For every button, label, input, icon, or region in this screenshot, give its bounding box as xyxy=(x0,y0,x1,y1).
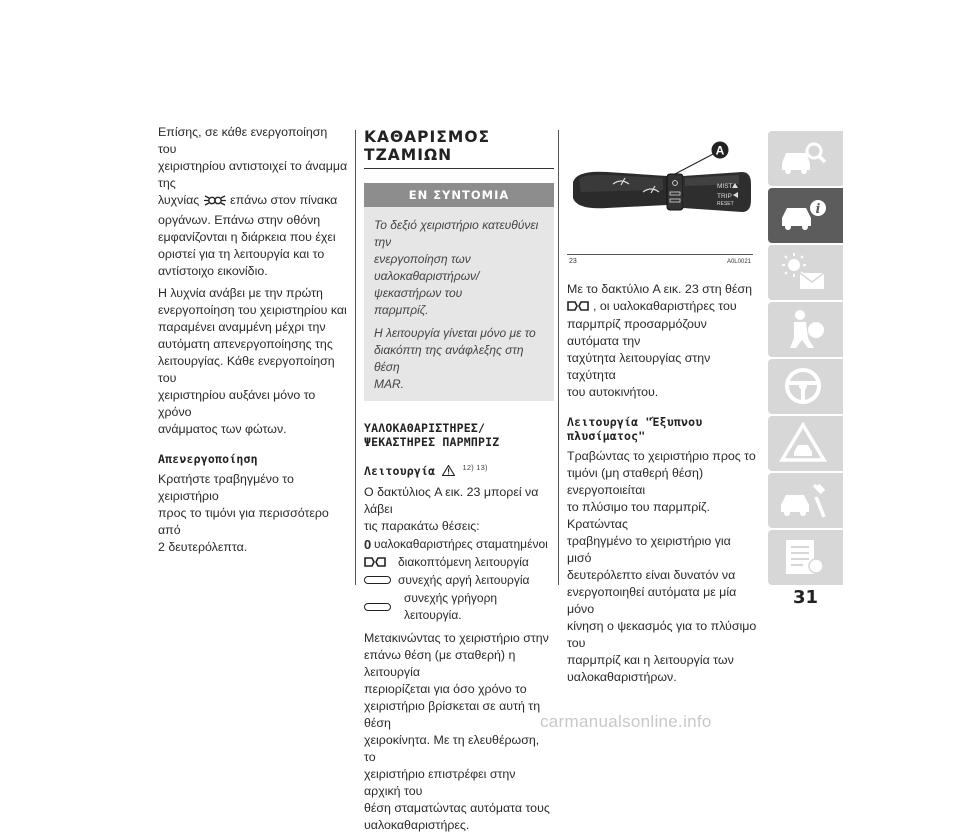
intro-line: αντίστοιχο εικονίδιο. xyxy=(158,264,268,278)
para2-line: παραμένει αναμμένη μέχρι την xyxy=(158,320,326,334)
position-slow: συνεχής αργή λειτουργία xyxy=(364,572,554,589)
column-1 xyxy=(158,124,348,556)
car-search-icon xyxy=(778,137,828,179)
callout-a: A xyxy=(715,143,725,158)
column-divider xyxy=(355,130,356,585)
para2-line: ενεργοποίηση του χειριστηρίου και xyxy=(158,303,347,317)
tab-servicing[interactable] xyxy=(768,473,843,528)
light-mail-icon xyxy=(778,251,828,293)
stalk-mist-label: MIST xyxy=(717,183,733,190)
operation-heading: Λειτουργία $^{12) 13)}$ xyxy=(364,463,488,478)
auto-wiper-icon xyxy=(567,299,589,316)
para2-line: λειτουργίας. Κάθε ενεργοποίηση του xyxy=(158,354,335,385)
summary-p2: Η λειτουργία γίνεται μόνο με το διακόπτη της ανάφλεξης στη θέση MAR. xyxy=(374,326,536,391)
tab-car-search[interactable] xyxy=(768,131,843,186)
caption-line-with-icon: , οι υαλοκαθαριστήρες του xyxy=(567,298,757,316)
wiper-stalk-illustration xyxy=(567,132,753,264)
deactivation-line: προς το τιμόνι για περισσότερο από xyxy=(158,506,329,537)
tab-safety[interactable] xyxy=(768,302,843,357)
column-2 xyxy=(364,128,554,834)
parking-light-icon xyxy=(203,194,227,212)
column-divider xyxy=(558,130,559,585)
deactivation-line: 2 δευτερόλεπτα. xyxy=(158,540,248,554)
car-tools-icon xyxy=(778,479,828,521)
svg-text:i: i xyxy=(815,202,821,217)
intro-line: χειριστηρίου αντιστοιχεί το άναμμα της xyxy=(158,159,348,190)
stalk-reset-label: RESET xyxy=(717,201,734,207)
page-number: 31 xyxy=(792,587,819,608)
para2-line: ανάμματος των φώτων. xyxy=(158,422,287,436)
slow-icon xyxy=(364,576,398,584)
intro-line: οριστεί για τη λειτουργία και το xyxy=(158,247,325,261)
figure-code: A0L0021 xyxy=(726,259,751,264)
tab-starting-driving[interactable] xyxy=(768,359,843,414)
tab-emergency[interactable] xyxy=(768,416,843,471)
stalk-trip-label: TRIP xyxy=(717,193,732,200)
position-off: 0 υαλοκαθαριστήρες σταματημένοι xyxy=(364,536,548,552)
airbag-person-icon xyxy=(778,308,828,350)
checklist-icon xyxy=(778,536,828,578)
position-intermittent: διακοπτόμενη λειτουργία xyxy=(364,554,554,571)
position-fast: συνεχής γρήγορη λειτουργία. xyxy=(364,590,554,624)
figure-number: 23 xyxy=(569,258,577,264)
subsection-title: ΥΑΛΟΚΑΘΑΡΙΣΤΗΡΕΣ/ ΨΕΚΑΣΤΗΡΕΣ ΠΑΡΜΠΡΙΖ xyxy=(364,421,500,449)
wiper-stalk-figure xyxy=(567,132,753,264)
summary-p1: Το δεξιό χειριστήριο κατευθύνει την ενεργοποίηση των υαλοκαθαριστήρων/ψεκαστήρων του παρμπρίζ. xyxy=(374,218,539,317)
smart-wash-heading: Λειτουργία "Έξυπνου πλυσίματος" xyxy=(567,415,703,443)
intro-line-with-icon: λυχνίας επάνω στον πίνακα xyxy=(158,192,348,212)
intro-line: Επίσης, σε κάθε ενεργοποίηση του xyxy=(158,125,328,156)
deactivation-heading: Απενεργοποίηση xyxy=(158,452,258,466)
operation-body: Ο δακτύλιος A εικ. 23 μπορεί να λάβει τις παρακάτω θέσεις: 0 υαλοκαθαριστήρες σταματημένοι διακοπτόμενη λειτουργία συνεχής αργή λειτουργία συνεχής γρήγορη λειτουργία. Μετακινώντας το χειριστήριο στην επάνω θέση (με σταθερή) η λειτουργία περιορίζεται για όσο χρόνο το χειριστήριο βρίσκεται σε αυτή τη θέση χειροκίνητα. Με τη ελευθέρωση, το χειριστήριο επιστρέφει στην αρχική του θέση σταματώντας αυτόματα τους υαλοκαθαριστήρες. xyxy=(364,484,554,834)
para2-line: χειριστηρίου αυξάνει μόνο το χρόνο xyxy=(158,388,316,419)
fast-icon xyxy=(364,603,398,611)
tab-lights-messages[interactable] xyxy=(768,245,843,300)
summary-heading: ΕΝ ΣΥΝΤΟΜΙΑ xyxy=(364,183,554,207)
intermittent-icon xyxy=(364,557,398,567)
summary-box xyxy=(364,207,554,401)
warning-road-icon xyxy=(778,422,828,464)
warning-triangle-icon xyxy=(442,465,455,479)
reference-numbers: 12) 13) xyxy=(462,463,488,472)
para2-line: αυτόματη απενεργοποίησης της xyxy=(158,337,333,351)
column-3-text: Με το δακτύλιο A εικ. 23 στη θέση , οι υαλοκαθαριστήρες του παρμπρίζ προσαρμόζουν αυτόματα την ταχύτητα λειτουργίας στην ταχύτητα του αυτοκινήτου. Λειτουργία "Έξυπνου πλυσίματος" Τραβώντας το χειριστήριο προς το τιμόνι (μη σταθερή θέση) ενεργοποιείται το πλύσιμο του παρμπρίζ. Κρατώντας τραβηγμένο το χειριστήριο για μισό δευτερόλεπτο είναι δυνατόν να ενεργοποιηθεί αυτόματα με μία μόνο κίνηση ο ψεκασμός για το πλύσιμο του παρμπρίζ και η λειτουργία των υαλοκαθαριστήρων. xyxy=(567,282,757,684)
watermark: carmanualsonline.info xyxy=(540,712,712,731)
intro-line: εμφανίζονται η διάρκεια που έχει xyxy=(158,230,336,244)
para2-line: Η λυχνία ανάβει με την πρώτη xyxy=(158,286,323,300)
tab-technical-data[interactable] xyxy=(768,530,843,585)
intro-line: οργάνων. Επάνω στην οθόνη xyxy=(158,213,321,227)
tab-car-info[interactable] xyxy=(768,188,843,243)
steering-wheel-icon xyxy=(778,365,828,407)
section-title: ΚΑΘΑΡΙΣΜΟΣ ΤΖΑΜΙΩΝ xyxy=(364,128,554,169)
car-info-icon xyxy=(778,194,828,236)
deactivation-line: Κρατήστε τραβηγμένο το χειριστήριο xyxy=(158,472,294,503)
